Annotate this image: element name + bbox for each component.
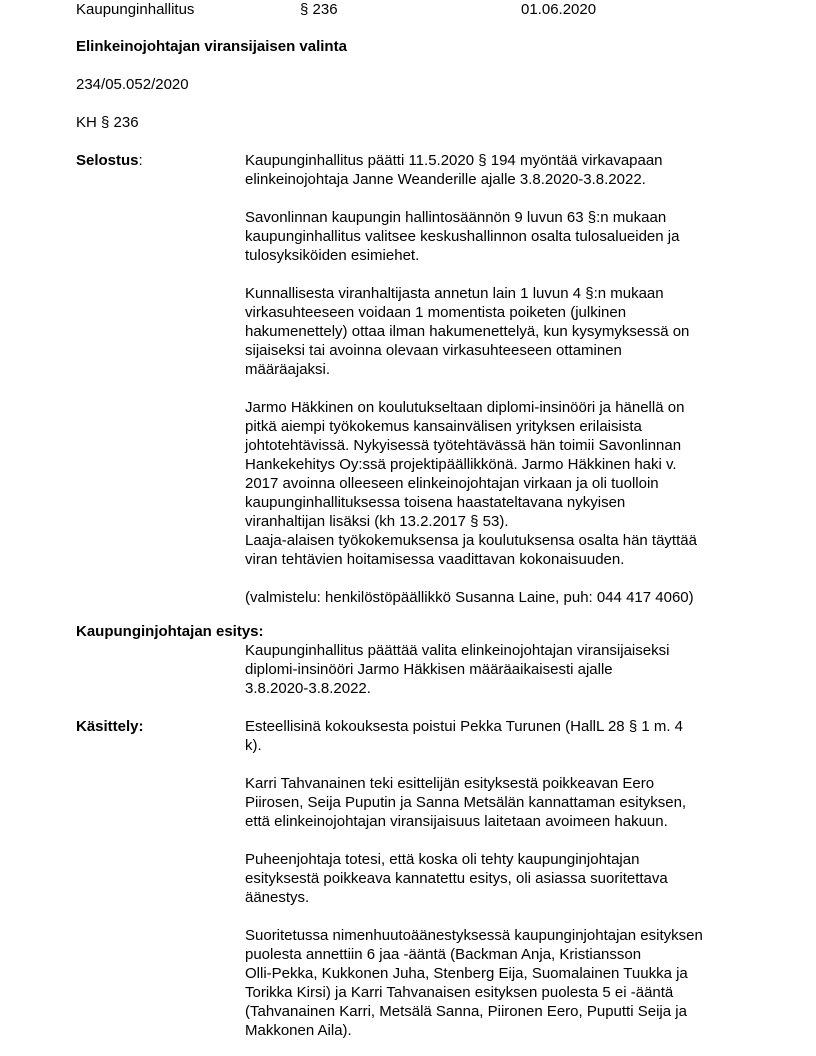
kasittely-p3-line: äänestys. bbox=[245, 889, 310, 906]
selostus-p3-line: virkasuhteeseen voidaan 1 momentista poiketen (julkinen bbox=[245, 304, 627, 321]
kasittely-p3-line: Puheenjohtaja totesi, että koska oli tehty kaupunginjohtajan bbox=[245, 851, 640, 868]
kasittely-paragraph-4 bbox=[245, 926, 745, 1040]
selostus-p2-line: kaupunginhallitus valitsee keskushallinnon osalta tulosalueiden ja bbox=[245, 228, 680, 245]
kasittely-body bbox=[245, 717, 745, 1040]
esitys-body bbox=[245, 641, 745, 698]
kasittely-p2-line: että elinkeinojohtajan viransijaisuus laitetaan avoimeen hakuun. bbox=[245, 813, 668, 830]
esitys-line: 3.8.2020-3.8.2022. bbox=[245, 680, 371, 697]
selostus-p4-line: viranhaltijan lisäksi (kh 13.2.2017 § 53). bbox=[245, 513, 509, 530]
kasittely-p4-line: Olli-Pekka, Kukkonen Juha, Stenberg Eija, Suomalainen Tuukka ja bbox=[245, 965, 688, 982]
selostus-body bbox=[245, 151, 745, 607]
header-date: 01.06.2020 bbox=[521, 1, 597, 18]
esitys-label: Kaupunginjohtajan esitys: bbox=[76, 623, 264, 640]
kasittely-p2-line: Karri Tahvanainen teki esittelijän esityksestä poikkeavan Eero bbox=[245, 775, 655, 792]
esitys-line: diplomi-insinööri Jarmo Häkkisen määräaikaisesti ajalle bbox=[245, 661, 613, 678]
selostus-p4-line: pitkä aiempi työkokemus kansainvälisen yrityksen erilaisista bbox=[245, 418, 642, 435]
esitys-line: Kaupunginhallitus päättää valita elinkeinojohtajan viransijaiseksi bbox=[245, 642, 670, 659]
selostus-paragraph-5 bbox=[245, 588, 745, 607]
kasittely-p4-line: puolesta annettiin 6 jaa -ääntä (Backman Anja, Kristiansson bbox=[245, 946, 642, 963]
record-number: 234/05.052/2020 bbox=[76, 76, 189, 93]
kasittely-p4-line: Suoritetussa nimenhuutoäänestyksessä kaupunginjohtajan esityksen bbox=[245, 927, 703, 944]
selostus-p3-line: sijaiseksi tai avoinna olevaan virkasuhteeseen ottaminen bbox=[245, 342, 622, 359]
selostus-p4-line: Hankekehitys Oy:ssä projektipäällikkönä. Jarmo Häkkinen haki v. bbox=[245, 456, 677, 473]
selostus-p4-line: 2017 avoinna olleeseen elinkeinojohtajan virkaan ja oli tuolloin bbox=[245, 475, 659, 492]
kasittely-paragraph-2 bbox=[245, 774, 745, 831]
selostus-p3-line: Kunnallisesta viranhaltijasta annetun lain 1 luvun 4 §:n mukaan bbox=[245, 285, 664, 302]
kasittely-p1-line: Esteellisinä kokouksesta poistui Pekka Turunen (HallL 28 § 1 m. 4 bbox=[245, 718, 684, 735]
selostus-label bbox=[76, 151, 143, 170]
selostus-p4-line: viran tehtävien hoitamisessa vaadittavan kokonaisuuden. bbox=[245, 551, 625, 568]
kasittely-paragraph-3 bbox=[245, 850, 745, 907]
kasittely-p2-line: Piirosen, Seija Puputin ja Sanna Metsälän kannattaman esityksen, bbox=[245, 794, 687, 811]
header-section-number: § 236 bbox=[300, 1, 338, 18]
preparer-contact-line: (valmistelu: henkilöstöpäällikkö Susanna Laine, puh: 044 417 4060) bbox=[245, 589, 694, 606]
selostus-p4-line: johtotehtävissä. Nykyisessä työtehtävässä hän toimii Savonlinnan bbox=[245, 437, 682, 454]
selostus-p1-line: elinkeinojohtaja Janne Weanderille ajalle 3.8.2020-3.8.2022. bbox=[245, 171, 646, 188]
kasittely-label: Käsittely: bbox=[76, 718, 144, 735]
header-body-name: Kaupunginhallitus bbox=[76, 1, 195, 18]
selostus-p2-line: tulosyksiköiden esimiehet. bbox=[245, 247, 420, 264]
kasittely-p4-line: (Tahvanainen Karri, Metsälä Sanna, Piironen Eero, Puputti Seija ja bbox=[245, 1003, 687, 1020]
document-title: Elinkeinojohtajan viransijaisen valinta bbox=[76, 38, 347, 55]
selostus-paragraph-3 bbox=[245, 284, 745, 379]
selostus-p4-line: Jarmo Häkkinen on koulutukseltaan diplomi-insinööri ja hänellä on bbox=[245, 399, 685, 416]
selostus-p4-line: Laaja-alaisen työkokemuksensa ja koulutuksensa osalta hän täyttää bbox=[245, 532, 697, 549]
kasittely-p1-line: k). bbox=[245, 737, 262, 754]
kh-reference: KH § 236 bbox=[76, 114, 139, 131]
kasittely-p3-line: esityksestä poikkeava kannatettu esitys, oli asiassa suoritettava bbox=[245, 870, 668, 887]
selostus-paragraph-1 bbox=[245, 151, 745, 189]
selostus-p1-line: Kaupunginhallitus päätti 11.5.2020 § 194 myöntää virkavapaan bbox=[245, 152, 663, 169]
selostus-label-text: Selostus bbox=[76, 152, 139, 169]
selostus-p4-line: kaupunginhallituksessa toisena haastateltavana nykyisen bbox=[245, 494, 626, 511]
selostus-p3-line: hakumenettely) ottaa ilman hakumenettelyä, kun kysymyksessä on bbox=[245, 323, 690, 340]
selostus-label-colon: : bbox=[138, 152, 143, 169]
kasittely-paragraph-1 bbox=[245, 717, 745, 755]
selostus-paragraph-2 bbox=[245, 208, 745, 265]
selostus-p3-line: määräajaksi. bbox=[245, 361, 331, 378]
kasittely-p4-line: Torikka Kirsi) ja Karri Tahvanaisen esityksen puolesta 5 ei -ääntä bbox=[245, 984, 674, 1001]
kasittely-p4-line: Makkonen Aila). bbox=[245, 1022, 352, 1039]
selostus-p2-line: Savonlinnan kaupungin hallintosäännön 9 luvun 63 §:n mukaan bbox=[245, 209, 667, 226]
esitys-paragraph bbox=[245, 641, 745, 698]
selostus-paragraph-4 bbox=[245, 398, 745, 569]
